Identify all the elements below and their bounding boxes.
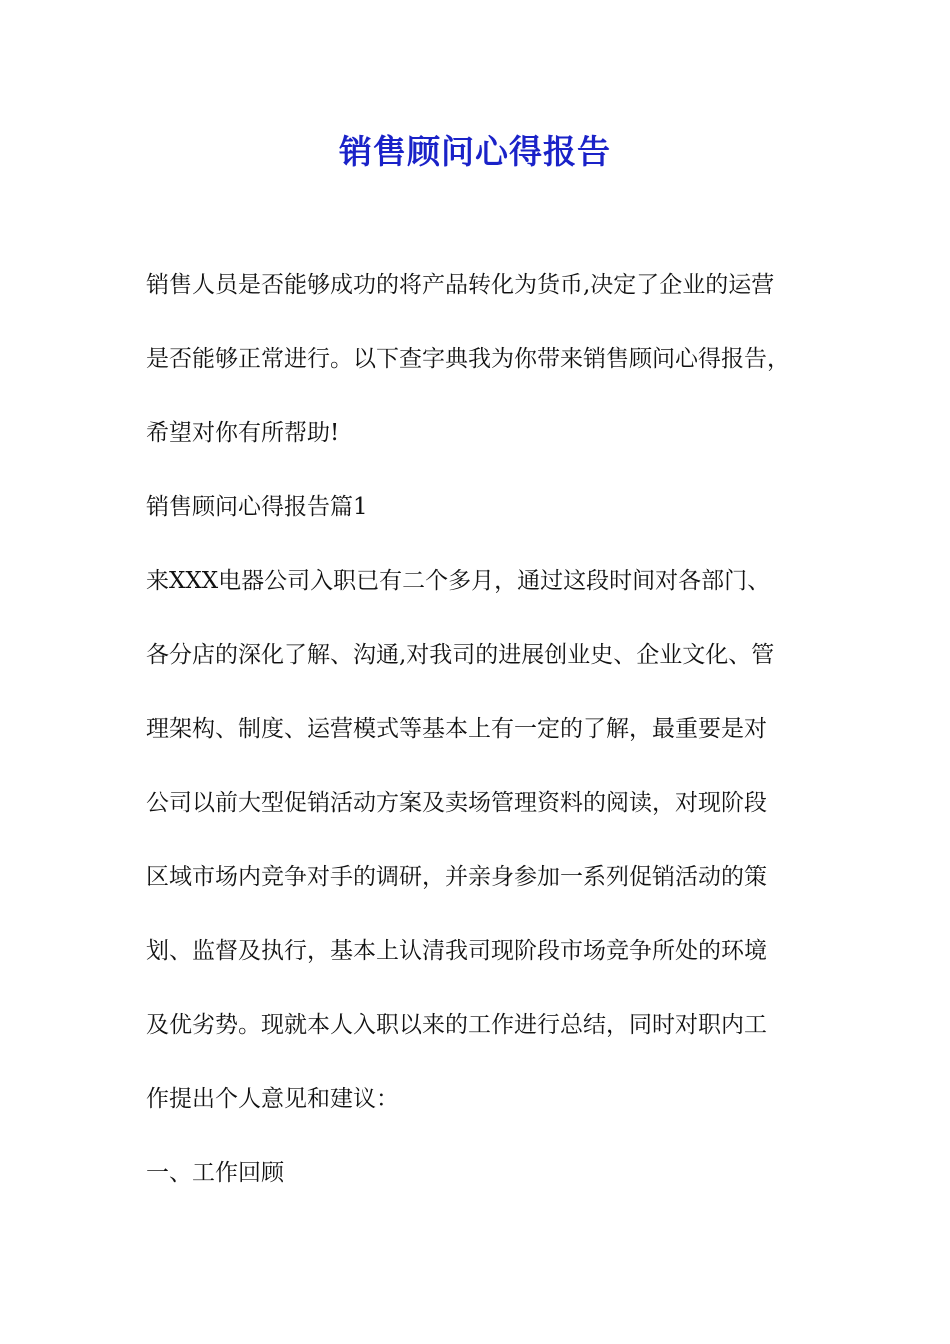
body-line: 各分店的深化了解、沟通,对我司的进展创业史、企业文化、管 [146, 642, 775, 668]
body-line: 及优劣势。现就本人入职以来的工作进行总结，同时对职内工 [146, 1012, 767, 1038]
body-line: 作提出个人意见和建议： [146, 1086, 399, 1112]
body-line: 来XXX电器公司入职已有二个多月，通过这段时间对各部门、 [146, 568, 771, 594]
document-body [146, 248, 826, 1210]
body-line: 公司以前大型促销活动方案及卖场管理资料的阅读，对现阶段 [146, 790, 767, 816]
body-line: 区域市场内竞争对手的调研，并亲身参加一系列促销活动的策 [146, 864, 767, 890]
body-line: 是否能够正常进行。以下查字典我为你带来销售顾问心得报告， [146, 346, 790, 372]
section-heading: 销售顾问心得报告篇1 [146, 494, 368, 520]
body-line: 销售人员是否能够成功的将产品转化为货币,决定了企业的运营 [146, 272, 775, 298]
body-line: 划、监督及执行，基本上认清我司现阶段市场竞争所处的环境 [146, 938, 767, 964]
body-line: 希望对你有所帮助! [146, 420, 340, 446]
section-heading: 一、工作回顾 [146, 1160, 284, 1186]
document-title: 销售顾问心得报告 [339, 132, 611, 171]
body-line: 理架构、制度、运营模式等基本上有一定的了解，最重要是对 [146, 716, 767, 742]
